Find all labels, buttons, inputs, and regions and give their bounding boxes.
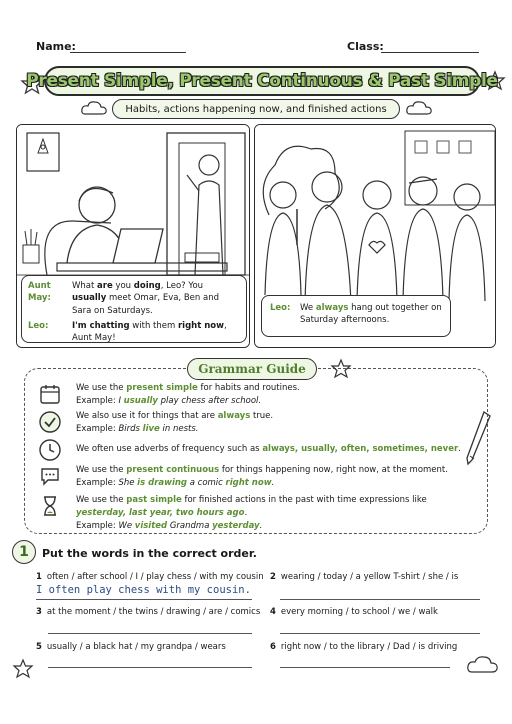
hourglass-icon [38, 494, 62, 518]
class-label: Class: [347, 40, 384, 53]
star-icon [330, 358, 352, 380]
question-4: 4 every morning / to school / we / walk [270, 607, 438, 617]
question-5: 5 usually / a black hat / my grandpa / wears [36, 642, 226, 652]
dialogue-line-leo [28, 320, 240, 345]
cloud-icon [405, 98, 433, 118]
answer-line-5[interactable] [48, 667, 252, 668]
dialogue-text: I'm chatting with them right now, Aunt May! [72, 320, 227, 344]
class-field[interactable] [381, 41, 479, 53]
clock-icon [38, 438, 62, 462]
guide-item-present-continuous: We use the present continuous for things happening now, right now, at the moment. Example: She is drawing a comic right now. [76, 465, 448, 488]
speaker-aunt-may: Aunt May: [28, 281, 51, 304]
speaker-leo: Leo: [28, 320, 49, 331]
guide-item-always-true: We also use it for things that are always true. Example: Birds live in nests. [76, 411, 274, 434]
cloud-icon [466, 652, 500, 676]
question-3: 3 at the moment / the twins / drawing / are / comics [36, 607, 261, 617]
cloud-icon [80, 98, 108, 118]
name-label: Name: [36, 40, 76, 53]
answer-1-text[interactable]: I often play chess with my cousin. [36, 584, 251, 596]
calendar-icon [38, 382, 62, 406]
speech-icon [38, 464, 62, 488]
guide-item-present-simple: We use the present simple for habits and routines. Example: I usually play chess after school. [76, 383, 300, 406]
dialogue-line-aunt [28, 280, 240, 317]
dialogue-text: What are you doing, Leo? You usually meet Omar, Eva, Ben and Sara on Saturdays. [72, 281, 219, 316]
exercise-number-badge: 1 [12, 540, 36, 564]
dialogue-text: We always hang out together on Saturday afternoons. [300, 303, 442, 326]
question-6: 6 right now / to the library / Dad / is driving [270, 642, 458, 652]
question-2: 2 wearing / today / a yellow T-shirt / she / is [270, 572, 459, 582]
guide-item-past-simple: We use the past simple for finished actions in the past with time expressions like yesterday, last year, two hours ago. Example: We visited Grandma yesterday. [76, 495, 427, 531]
dialogue-bubble-park [261, 295, 451, 337]
illustration-panel-park [254, 124, 496, 348]
grammar-guide-title: Grammar Guide [187, 358, 317, 380]
exercise-title: Put the words in the correct order. [42, 547, 257, 560]
question-1: 1 often / after school / I / play chess / with my cousin [36, 572, 264, 582]
guide-item-adverbs: We often use adverbs of frequency such as always, usually, often, sometimes, never. [76, 444, 461, 454]
speaker-leo: Leo: [270, 303, 291, 313]
star-icon [12, 658, 34, 680]
check-icon [38, 410, 62, 434]
illustration-panel-home [16, 124, 250, 348]
dialogue-bubble-home [21, 275, 247, 343]
answer-line-1[interactable] [36, 599, 252, 600]
name-field[interactable] [70, 41, 186, 53]
page-title: Present Simple, Present Continuous & Past Simple [44, 66, 480, 96]
answer-line-2[interactable] [280, 599, 480, 600]
page-subtitle: Habits, actions happening now, and finished actions [112, 99, 400, 119]
answer-line-3[interactable] [48, 633, 252, 634]
answer-line-4[interactable] [280, 633, 480, 634]
answer-line-6[interactable] [280, 667, 450, 668]
